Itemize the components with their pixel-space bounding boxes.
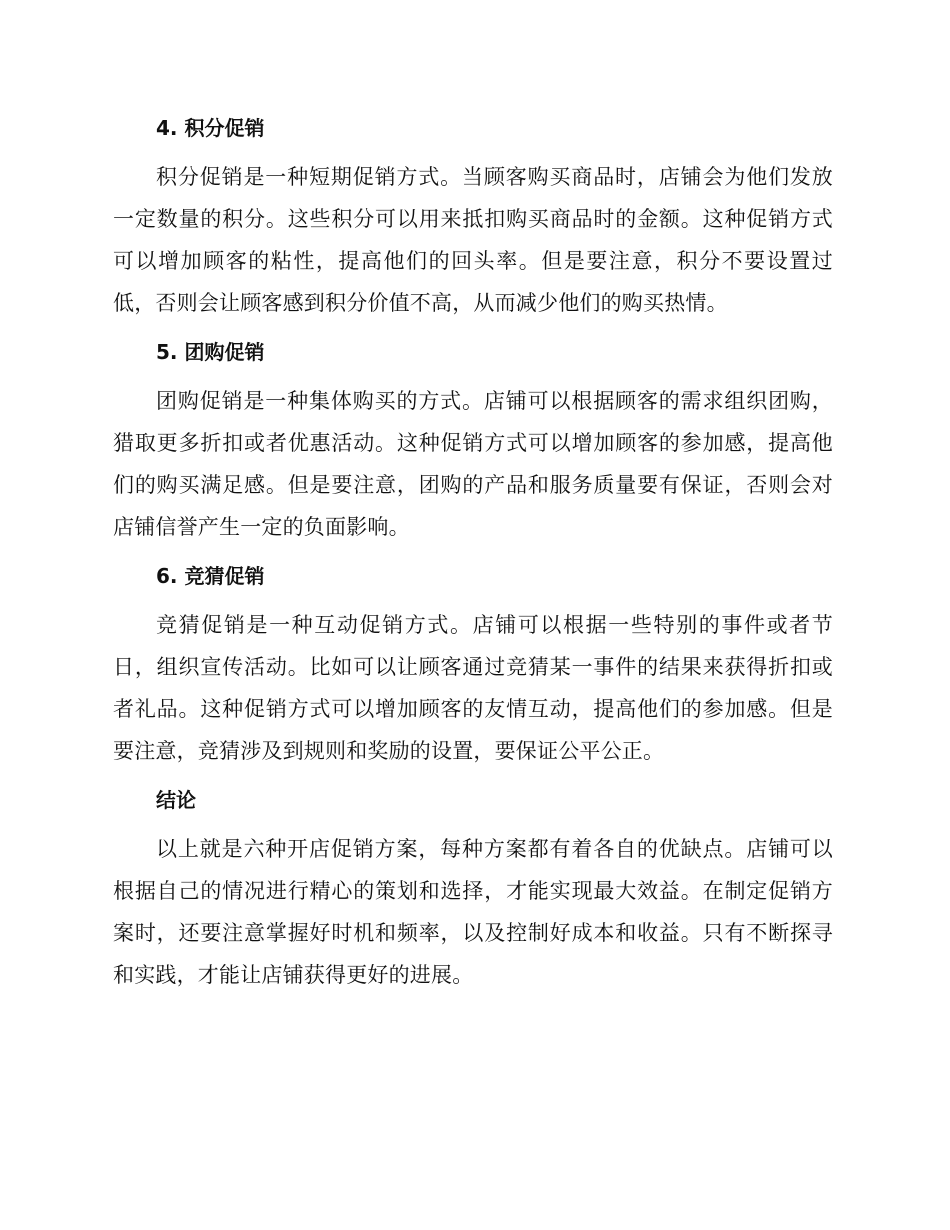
section-paragraph: 以上就是六种开店促销方案，每种方案都有着各自的优缺点。店铺可以根据自己的情况进行精心的策划和选择，才能实现最大效益。在制定促销方案时，还要注意掌握好时机和频率，以及控制好成本和收益。只有不断探寻和实践，才能让店铺获得更好的进展。 <box>113 837 833 987</box>
section-conclusion <box>113 782 833 996</box>
section-heading: 5. 团购促销 <box>156 340 265 364</box>
document-body <box>113 110 833 1006</box>
section-paragraph: 积分促销是一种短期促销方式。当顾客购买商品时，店铺会为他们发放一定数量的积分。这些积分可以用来抵扣购买商品时的金额。这种促销方式可以增加顾客的粘性，提高他们的回头率。但是要注意，积分不要设置过低，否则会让顾客感到积分价值不高，从而减少他们的购买热情。 <box>113 165 833 315</box>
section-heading: 4. 积分促销 <box>156 116 265 140</box>
section-group-buy-promotion <box>113 334 833 548</box>
section-heading: 结论 <box>156 788 196 812</box>
section-paragraph: 团购促销是一种集体购买的方式。店铺可以根据顾客的需求组织团购，猎取更多折扣或者优惠活动。这种促销方式可以增加顾客的参加感，提高他们的购买满足感。但是要注意，团购的产品和服务质量要有保证，否则会对店铺信誉产生一定的负面影响。 <box>113 389 833 539</box>
section-heading: 6. 竞猜促销 <box>156 564 265 588</box>
section-points-promotion <box>113 110 833 324</box>
section-quiz-promotion <box>113 558 833 772</box>
section-paragraph: 竞猜促销是一种互动促销方式。店铺可以根据一些特别的事件或者节日，组织宣传活动。比如可以让顾客通过竞猜某一事件的结果来获得折扣或者礼品。这种促销方式可以增加顾客的友情互动，提高他们的参加感。但是要注意，竞猜涉及到规则和奖励的设置，要保证公平公正。 <box>113 613 833 763</box>
